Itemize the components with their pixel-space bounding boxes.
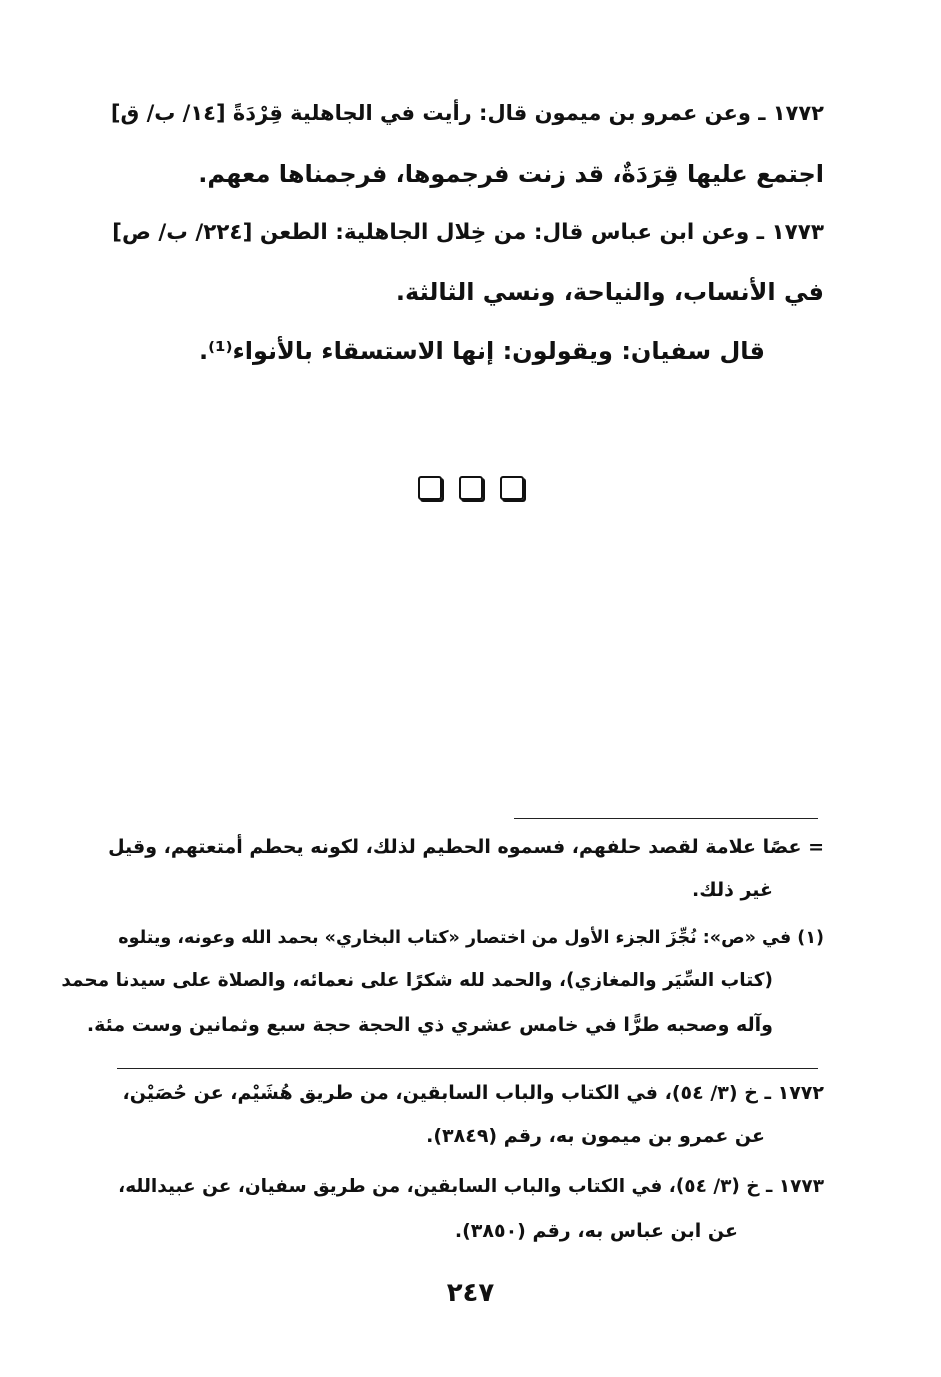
footnote-divider (514, 818, 818, 819)
page-number: ٢٤٧ (446, 1278, 495, 1308)
square-ornament-icon (418, 476, 442, 500)
sufyan-comment: قال سفيان: ويقولون: إنها الاستسقاء بالأنواء⁽¹⁾. (199, 337, 765, 365)
footnote-continuation-line-1: = عصًا علامة لقصد حلفهم، فسموه الحطيم لذلك، لكونه يحطم أمتعتهم، وقيل (108, 836, 824, 858)
takhrij-1772-line-2: عن عمرو بن ميمون به، رقم (٣٨٤٩). (426, 1125, 765, 1147)
square-ornament-icon (500, 476, 524, 500)
footnote-1-line-1: (١) في «ص»: نُجِّزَ الجزء الأول من اختصار «كتاب البخاري» بحمد الله وعونه، ويتلوه (118, 928, 824, 948)
hadith-1773-line-1: ١٧٧٣ ـ وعن ابن عباس قال: من خِلال الجاهلية: الطعن [٢٢٤/ ب/ ص] (112, 220, 824, 245)
section-separator-ornament (418, 476, 524, 504)
takhrij-1773-line-2: عن ابن عباس به، رقم (٣٨٥٠). (454, 1220, 738, 1242)
footnote-1-line-3: وآله وصحبه طرًّا في خامس عشري ذي الحجة حجة سبع وثمانين وست مئة. (86, 1014, 773, 1036)
takhrij-1772-line-1: ١٧٧٢ ـ خ (٣/ ٥٤)، في الكتاب والباب السابقين، من طريق هُشَيْم، عن حُصَيْن، (122, 1082, 824, 1104)
hadith-1773-line-2: في الأنساب، والنياحة، ونسي الثالثة. (395, 278, 824, 306)
hadith-1772-line-1: ١٧٧٢ ـ وعن عمرو بن ميمون قال: رأيت في الجاهلية قِرْدَةً [١٤/ ب/ ق] (110, 101, 824, 125)
footnote-1-line-2: (كتاب السِّيَر والمغازي)، والحمد لله شكرًا على نعمائه، والصلاة على سيدنا محمد (61, 970, 773, 991)
square-ornament-icon (459, 476, 483, 500)
hadith-1772-line-2: اجتمع عليها قِرَدَةٌ، قد زنت فرجموها، فرجمناها معهم. (198, 160, 824, 188)
footnote-continuation-line-2: غير ذلك. (692, 879, 773, 901)
takhrij-1773-line-1: ١٧٧٣ ـ خ (٣/ ٥٤)، في الكتاب والباب السابقين، من طريق سفيان، عن عبيدالله، (118, 1176, 824, 1197)
takhrij-divider (117, 1068, 818, 1069)
